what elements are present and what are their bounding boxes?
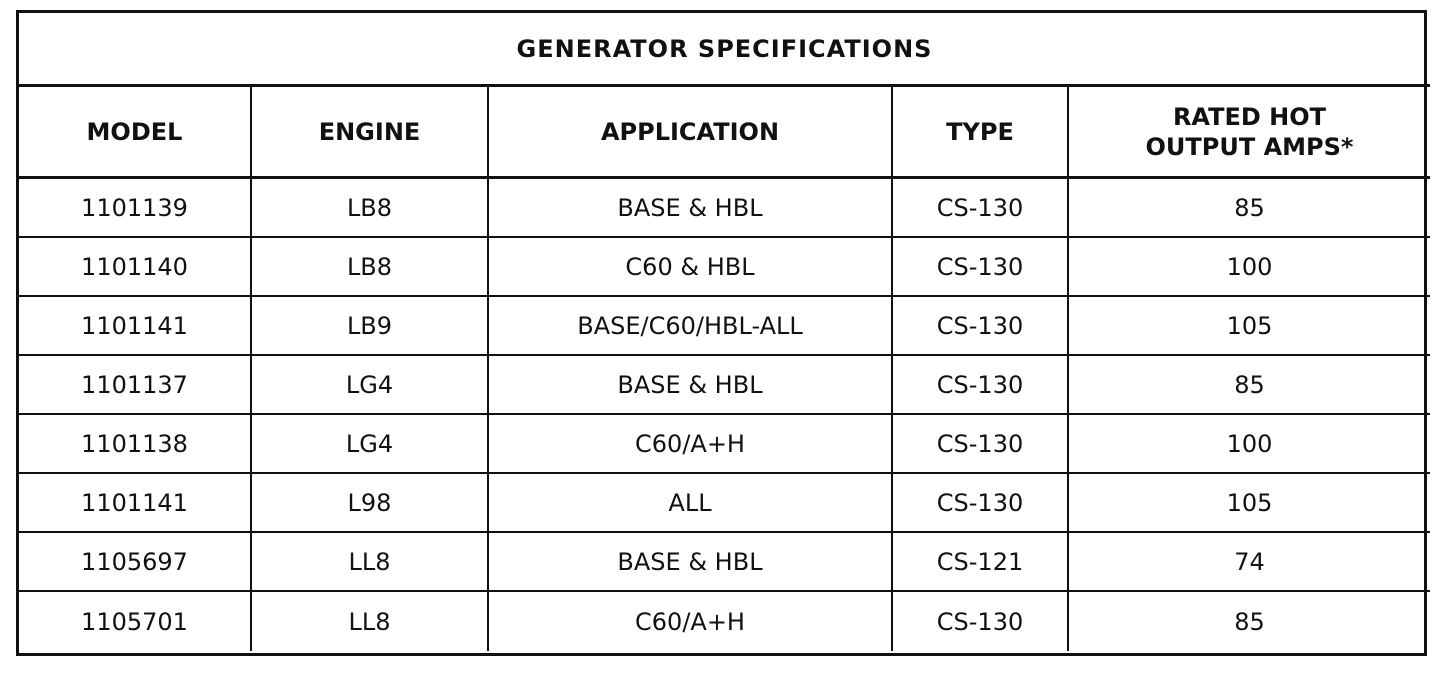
cell-engine: LB8 xyxy=(252,179,489,238)
table-title: GENERATOR SPECIFICATIONS xyxy=(19,13,1430,87)
cell-application: BASE/C60/HBL-ALL xyxy=(489,297,893,356)
cell-application: C60 & HBL xyxy=(489,238,893,297)
cell-type: CS-130 xyxy=(893,297,1069,356)
cell-application: BASE & HBL xyxy=(489,179,893,238)
cell-type: CS-130 xyxy=(893,238,1069,297)
cell-amps: 74 xyxy=(1069,533,1430,592)
cell-amps: 85 xyxy=(1234,607,1265,636)
cell-type: CS-130 xyxy=(893,415,1069,474)
cell-model: 1101139 xyxy=(19,179,252,238)
cell-application: BASE & HBL xyxy=(489,356,893,415)
header-application: APPLICATION xyxy=(489,87,893,179)
cell-model: 1101141 xyxy=(19,474,252,533)
cell-engine: LL8 xyxy=(252,592,489,651)
cell-model: 1101141 xyxy=(19,297,252,356)
cell-application: ALL xyxy=(489,474,893,533)
cell-type: CS-130 xyxy=(893,356,1069,415)
cell-amps: 105 xyxy=(1069,474,1430,533)
cell-amps: 85 xyxy=(1069,356,1430,415)
cell-amps: 85 xyxy=(1069,179,1430,238)
cell-amps: 100 xyxy=(1069,238,1430,297)
cell-amps: 100 xyxy=(1069,415,1430,474)
cell-model: 1101137 xyxy=(19,356,252,415)
cell-type: CS-130 xyxy=(893,474,1069,533)
cell-type: CS-130 xyxy=(893,592,1069,651)
header-type: TYPE xyxy=(893,87,1069,179)
cell-engine: LL8 xyxy=(252,533,489,592)
cell-engine: LB8 xyxy=(252,238,489,297)
cell-model: 1101138 xyxy=(19,415,252,474)
cell-model: 1105697 xyxy=(19,533,252,592)
cell-type: CS-130 xyxy=(893,179,1069,238)
cell-application: C60/A+H xyxy=(489,415,893,474)
cell-application: C60/A+H xyxy=(489,592,893,651)
cell-application: BASE & HBL xyxy=(489,533,893,592)
cell-engine: LG4 xyxy=(252,415,489,474)
cell-engine: L98 xyxy=(252,474,489,533)
cell-engine: LB9 xyxy=(252,297,489,356)
cell-model: 1105701 xyxy=(19,592,252,651)
header-model: MODEL xyxy=(19,87,252,179)
header-engine: ENGINE xyxy=(252,87,489,179)
cell-engine: LG4 xyxy=(252,356,489,415)
generator-specifications-table xyxy=(16,10,1427,656)
header-rated-hot-output-amps: RATED HOT OUTPUT AMPS* xyxy=(1069,87,1430,179)
cell-type: CS-121 xyxy=(893,533,1069,592)
cell-model: 1101140 xyxy=(19,238,252,297)
cell-amps: 105 xyxy=(1069,297,1430,356)
